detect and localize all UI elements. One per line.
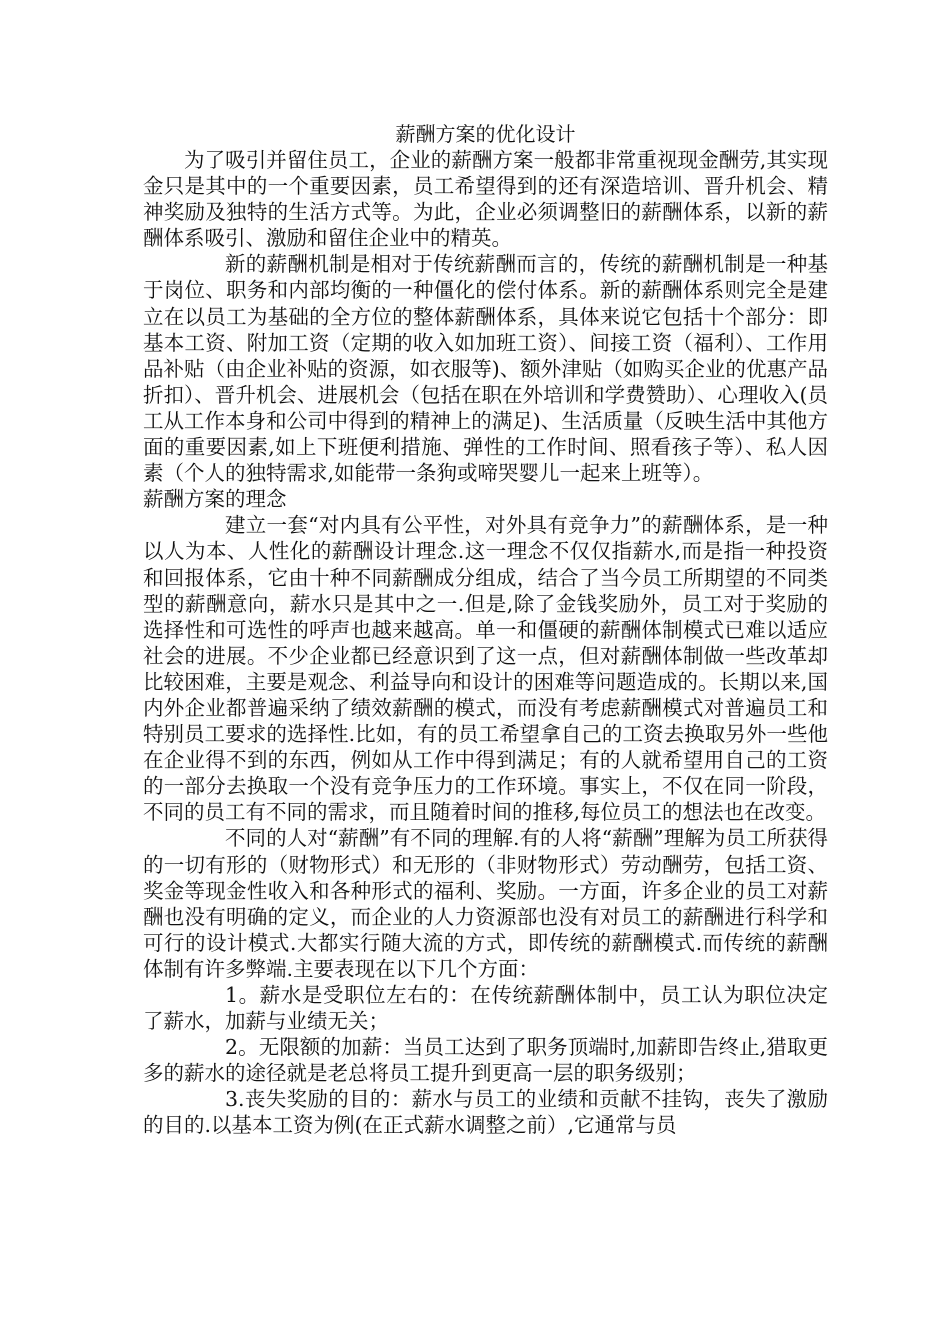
- list-item-3: 3.丧失奖励的目的：薪水与员工的业绩和贡献不挂钩，丧失了激励的目的.以基本工资为例(在正式薪水调整之前）,它通常与员: [143, 1087, 828, 1138]
- document-page: [143, 121, 828, 1139]
- paragraph-intro: 为了吸引并留住员工，企业的薪酬方案一般都非常重视现金酬劳,其实现金只是其中的一个重要因素，员工希望得到的还有深造培训、晋升机会、精神奖励及独特的生活方式等。为此，企业必须调整旧的薪酬体系，以新的薪酬体系吸引、激励和留住企业中的精英。: [143, 148, 828, 251]
- list-item-1: 1。薪水是受职位左右的：在传统薪酬体制中，员工认为职位决定了薪水，加薪与业绩无关；: [143, 983, 828, 1034]
- list-item-2: 2。无限额的加薪：当员工达到了职务顶端时,加薪即告终止,猎取更多的薪水的途径就是老总将员工提升到更高一层的职务级别；: [143, 1035, 828, 1086]
- section-heading: 薪酬方案的理念: [143, 487, 287, 512]
- paragraph-concept: 建立一套“对内具有公平性，对外具有竞争力”的薪酬体系，是一种以人为本、人性化的薪酬设计理念.这一理念不仅仅指薪水,而是指一种投资和回报体系，它由十种不同薪酬成分组成，结合了当今员工所期望的不同类型的薪酬意向，薪水只是其中之一.但是,除了金钱奖励外，员工对于奖励的选择性和可选性的呼声也越来越高。单一和僵硬的薪酬体制模式已难以适应社会的进展。不少企业都已经意识到了这一点，但对薪酬体制做一些改革却比较困难，主要是观念、利益导向和设计的困难等问题造成的。长期以来,国内外企业都普遍采纳了绩效薪酬的模式，而没有考虑薪酬模式对普遍员工和特别员工要求的选择性.比如，有的员工希望拿自己的工资去换取另外一些他在企业得不到的东西，例如从工作中得到满足；有的人就希望用自己的工资的一部分去换取一个没有竞争压力的工作环境。事实上，不仅在同一阶段，不同的员工有不同的需求，而且随着时间的推移,每位员工的想法也在改变。: [143, 513, 828, 825]
- document-title: 薪酬方案的优化设计: [395, 122, 576, 146]
- paragraph-new-system: 新的薪酬机制是相对于传统薪酬而言的，传统的薪酬机制是一种基于岗位、职务和内部均衡的一种僵化的偿付体系。新的薪酬体系则完全是建立在以员工为基础的全方位的整体薪酬体系，具体来说它包括十个部分：即基本工资、附加工资（定期的收入如加班工资）、间接工资（福利）、工作用品补贴（由企业补贴的资源，如衣服等)、额外津贴（如购买企业的优惠产品折扣）、晋升机会、进展机会（包括在职在外培训和学费赞助）、心理收入(员工从工作本身和公司中得到的精神上的满足)、生活质量（反映生活中其他方面的重要因素,如上下班便利措施、弹性的工作时间、照看孩子等）、私人因素（个人的独特需求,如能带一条狗或啼哭婴儿一起来上班等）。: [143, 252, 828, 486]
- paragraph-understanding: 不同的人对“薪酬”有不同的理解.有的人将“薪酬”理解为员工所获得的一切有形的（财物形式）和无形的（非财物形式）劳动酬劳，包括工资、奖金等现金性收入和各种形式的福利、奖励。一方面，许多企业的员工对薪酬也没有明确的定义，而企业的人力资源部也没有对员工的薪酬进行科学和可行的设计模式.大都实行随大流的方式，即传统的薪酬模式.而传统的薪酬体制有许多弊端.主要表现在以下几个方面：: [143, 826, 828, 981]
